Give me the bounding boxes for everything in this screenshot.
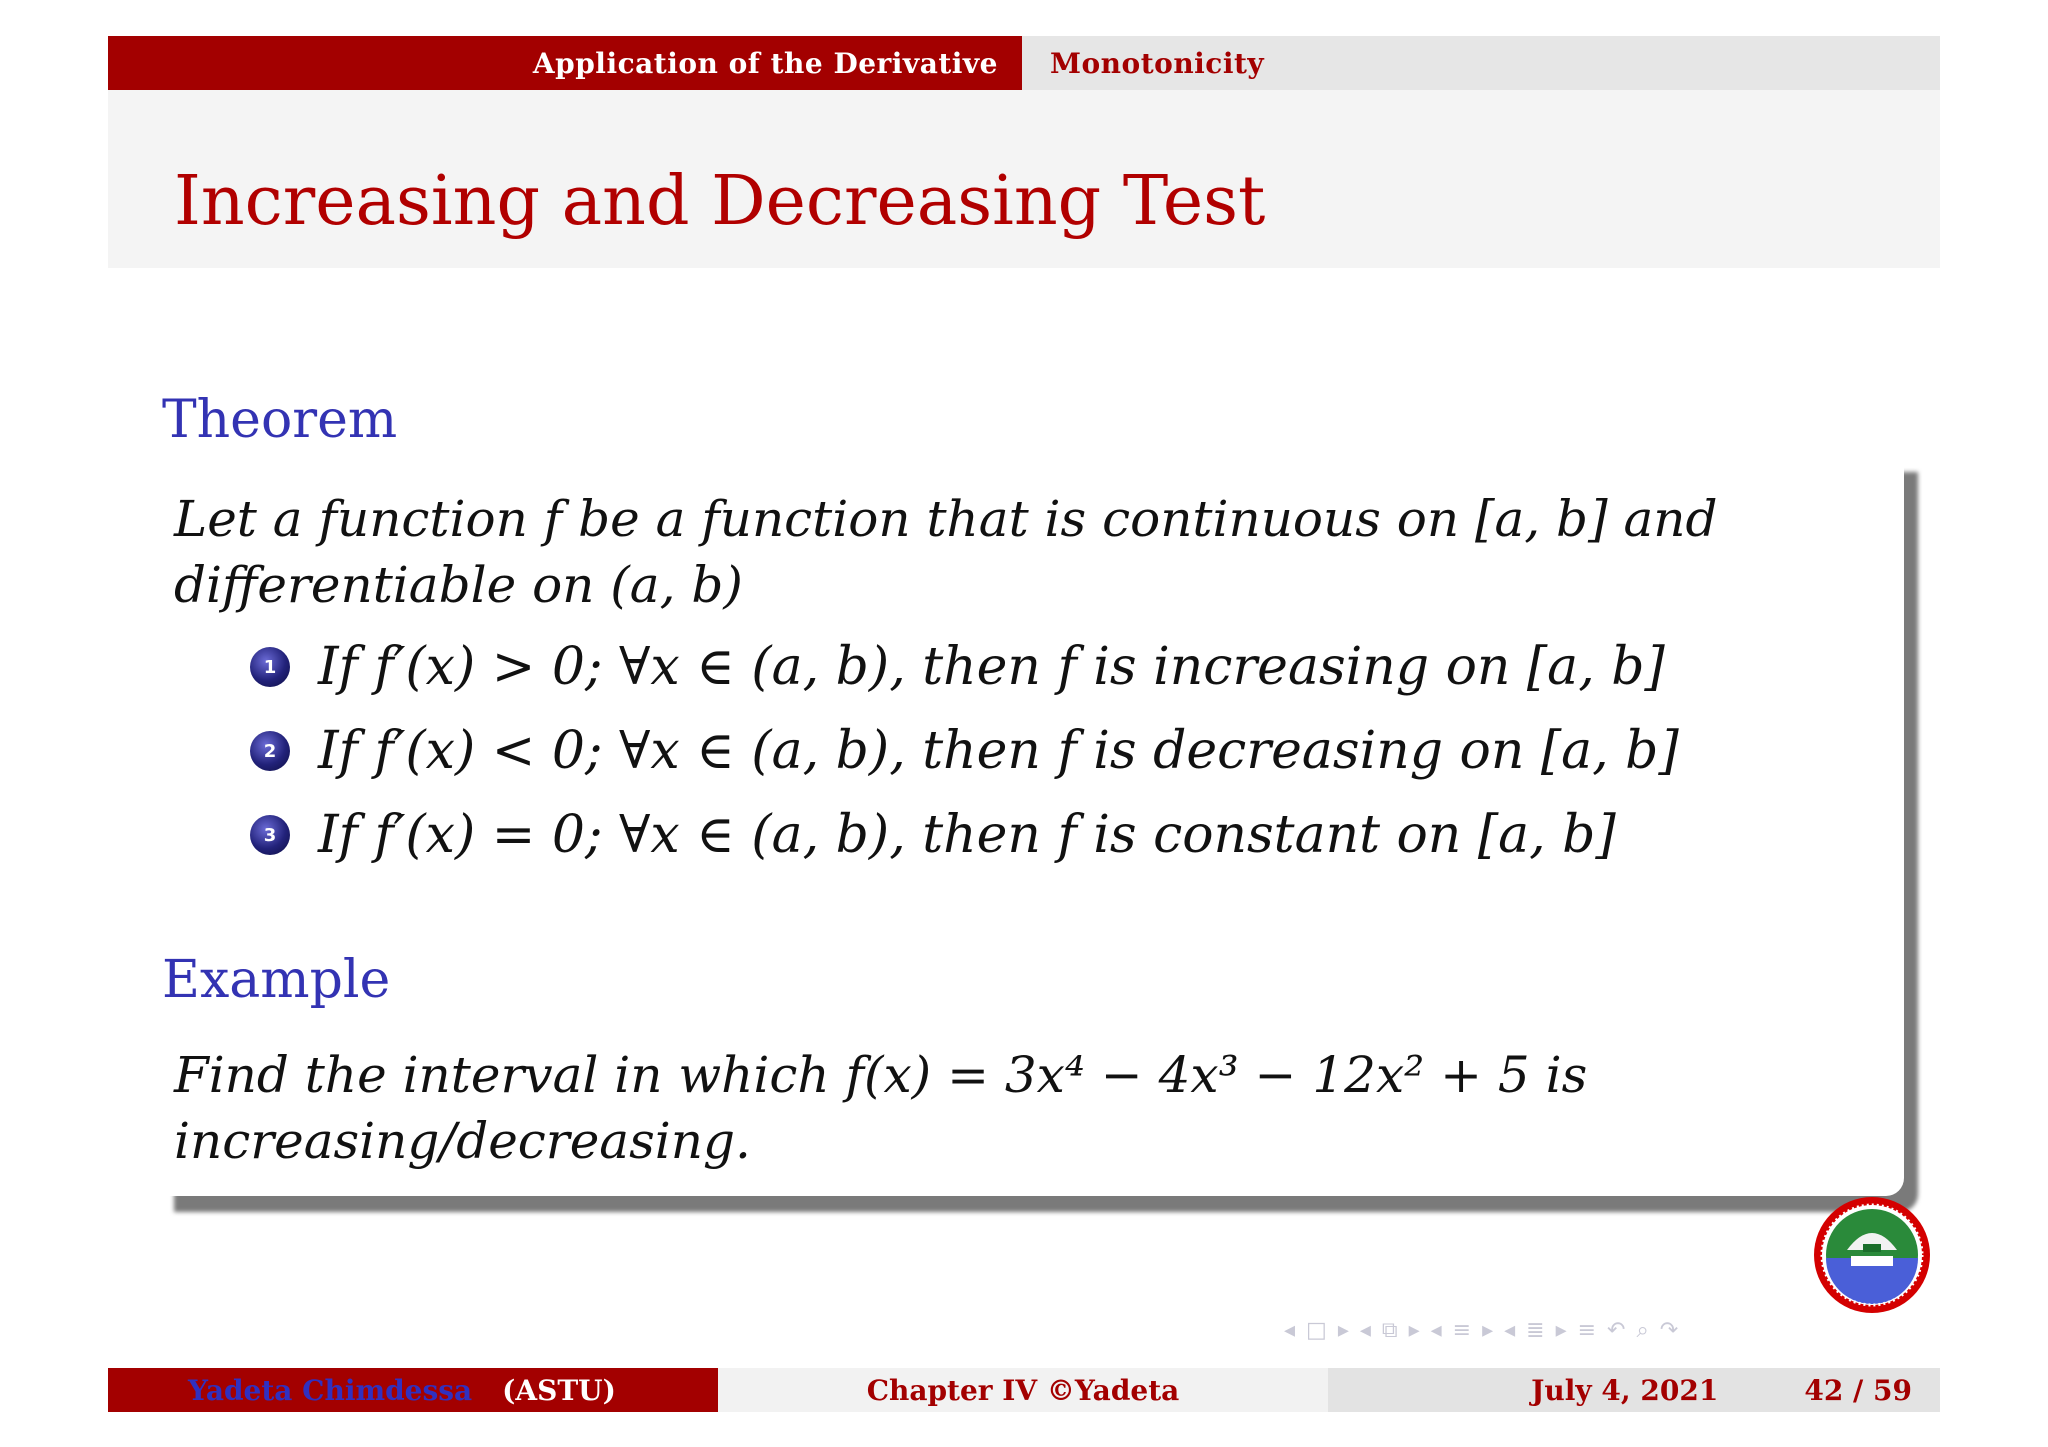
theorem-statement-line2: differentiable on (a, b) (174, 556, 743, 614)
frame-title-bar (108, 90, 1940, 268)
header-section-link[interactable]: Application of the Derivative (108, 36, 1022, 90)
header-navigation-bar (108, 36, 1940, 90)
enumerate-bullet-icon: 2 (250, 731, 290, 771)
theorem-block (160, 456, 1904, 1196)
university-logo-icon (1811, 1194, 1933, 1316)
footer-institute: (ASTU) (502, 1373, 616, 1407)
footer-date-panel (1328, 1368, 1940, 1412)
frame-title: Increasing and Decreasing Test (174, 162, 1266, 241)
footer-author: Yadeta Chimdessa (188, 1373, 473, 1407)
header-subsection-link[interactable]: Monotonicity (1022, 36, 1940, 90)
enumerate-bullet-icon: 1 (250, 647, 290, 687)
footer-bar (108, 1368, 1940, 1412)
theorem-item-1: If f′(x) > 0; ∀x ∈ (a, b), then f is increasing on [a, b] (318, 637, 1665, 697)
enumerate-bullet-icon: 3 (250, 815, 290, 855)
footer-title: Chapter IV ©Yadeta (718, 1368, 1328, 1412)
slide (108, 36, 1940, 1412)
list-item (250, 632, 1665, 702)
theorem-heading: Theorem (162, 390, 398, 450)
list-item (250, 716, 1679, 786)
theorem-item-2: If f′(x) < 0; ∀x ∈ (a, b), then f is decreasing on [a, b] (318, 721, 1679, 781)
theorem-statement-line1: Let a function f be a function that is continuous on [a, b] and (174, 490, 1718, 548)
footer-author-panel (108, 1368, 718, 1412)
example-line2: increasing/decreasing. (174, 1112, 751, 1170)
list-item (250, 800, 1616, 870)
beamer-navigation-symbols[interactable]: ◂ □ ▸ ◂ ⧉ ▸ ◂ ≡ ▸ ◂ ≣ ▸ ≡ ↶ ⌕ ↷ (1284, 1318, 1681, 1343)
footer-date: July 4, 2021 (1531, 1373, 1719, 1407)
example-line1: Find the interval in which f(x) = 3x⁴ − 4x³ − 12x² + 5 is (174, 1046, 1588, 1104)
example-heading: Example (162, 950, 391, 1010)
theorem-item-3: If f′(x) = 0; ∀x ∈ (a, b), then f is constant on [a, b] (318, 805, 1616, 865)
footer-page-number: 42 / 59 (1804, 1373, 1912, 1407)
